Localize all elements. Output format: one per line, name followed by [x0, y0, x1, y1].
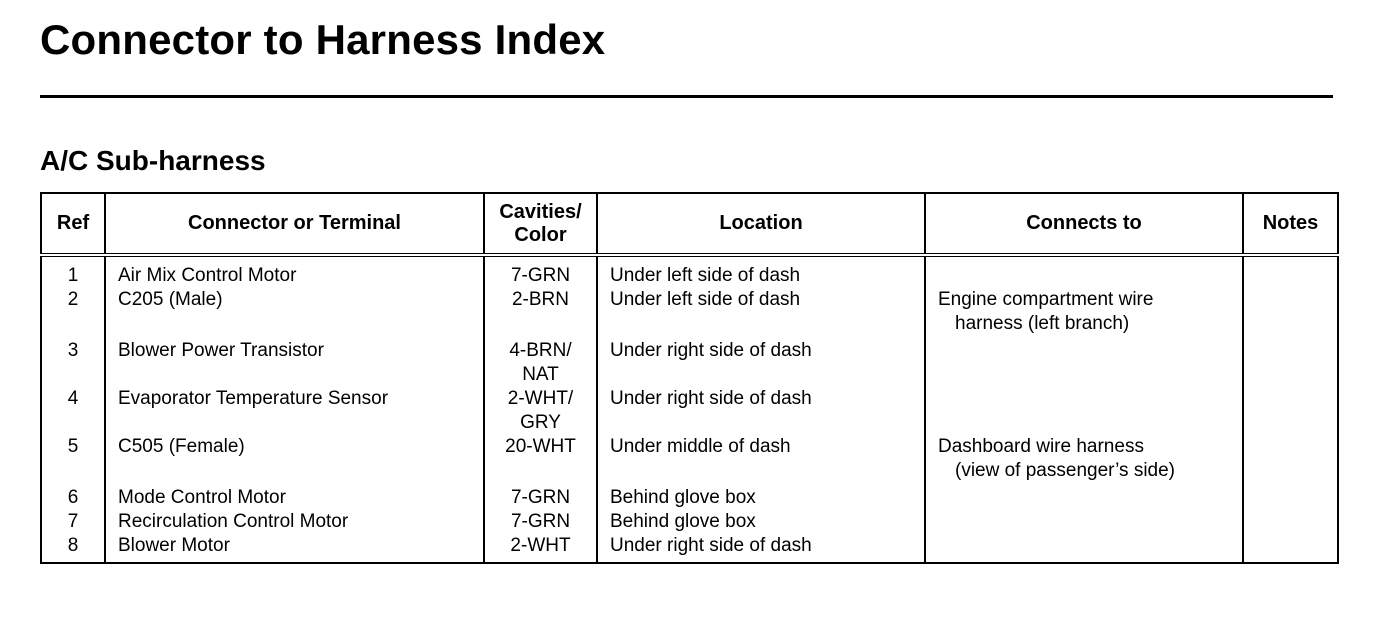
table-row: [41, 387, 1338, 435]
cell-connects-to-line1: Engine compartment wire: [938, 289, 1154, 310]
header-ref: Ref: [41, 193, 105, 255]
cell-notes: [1243, 288, 1338, 339]
header-connector: Connector or Terminal: [105, 193, 484, 255]
cell-cavities-text: 7-GRN: [510, 487, 571, 508]
header-cavities-label: Cavities/ Color: [499, 200, 582, 246]
cell-location: Under right side of dash: [597, 387, 925, 435]
cell-cavities-text: 2-WHT/ GRY: [507, 388, 574, 433]
cell-notes: [1243, 435, 1338, 486]
header-notes: Notes: [1243, 193, 1338, 255]
cell-ref: 4: [67, 388, 79, 409]
cell-connects-to: [925, 510, 1243, 534]
table-row: [41, 339, 1338, 387]
cell-connector: Blower Motor: [105, 534, 484, 563]
cell-notes: [1243, 534, 1338, 563]
cell-cavities: [484, 387, 597, 435]
cell-ref: 6: [67, 487, 79, 508]
cell-location: Under right side of dash: [597, 339, 925, 387]
cell-connector: Air Mix Control Motor: [105, 255, 484, 288]
page-title: Connector to Harness Index: [40, 16, 606, 63]
cell-cavities-text: 4-BRN/ NAT: [509, 340, 572, 385]
cell-notes: [1243, 255, 1338, 288]
table-row: [41, 486, 1338, 510]
table-row: [41, 534, 1338, 563]
cell-connects-to: [925, 435, 1243, 486]
cell-connects-to-text: [938, 288, 1230, 336]
table-row: [41, 435, 1338, 486]
cell-cavities-text: 20-WHT: [505, 436, 576, 457]
table-row: [41, 288, 1338, 339]
cell-cavities: [484, 486, 597, 510]
cell-cavities-text: 7-GRN: [510, 511, 571, 532]
cell-ref: 7: [67, 511, 79, 532]
cell-connector: Recirculation Control Motor: [105, 510, 484, 534]
cell-cavities: [484, 510, 597, 534]
cell-ref: 1: [67, 265, 79, 286]
table-row: [41, 255, 1338, 288]
cell-cavities-text: 2-WHT: [510, 535, 571, 556]
cell-cavities-text: 7-GRN: [510, 265, 571, 286]
cell-connector: Mode Control Motor: [105, 486, 484, 510]
header-location: Location: [597, 193, 925, 255]
cell-connects-to: [925, 255, 1243, 288]
connector-index-table: [40, 192, 1339, 564]
cell-location: Under right side of dash: [597, 534, 925, 563]
cell-ref: 8: [67, 535, 79, 556]
cell-notes: [1243, 339, 1338, 387]
cell-location: Behind glove box: [597, 486, 925, 510]
cell-connector: Evaporator Temperature Sensor: [105, 387, 484, 435]
cell-cavities: [484, 288, 597, 339]
table-header-row: [41, 193, 1338, 255]
cell-connects-to: [925, 339, 1243, 387]
cell-cavities: [484, 435, 597, 486]
cell-notes: [1243, 486, 1338, 510]
cell-connects-to-line1: Dashboard wire harness: [938, 436, 1144, 457]
cell-cavities: [484, 339, 597, 387]
cell-connects-to: [925, 387, 1243, 435]
cell-ref: 2: [67, 289, 79, 310]
header-connects-to: Connects to: [925, 193, 1243, 255]
header-cavities: [484, 193, 597, 255]
table-row: [41, 510, 1338, 534]
section-title: A/C Sub-harness: [40, 145, 266, 176]
cell-connector: C505 (Female): [105, 435, 484, 486]
cell-connects-to-text: [938, 435, 1230, 483]
cell-location: Under middle of dash: [597, 435, 925, 486]
cell-ref: 5: [67, 436, 79, 457]
cell-notes: [1243, 387, 1338, 435]
title-divider: [40, 95, 1333, 98]
cell-cavities-text: 2-BRN: [511, 289, 569, 310]
cell-connects-to: [925, 486, 1243, 510]
cell-connector: Blower Power Transistor: [105, 339, 484, 387]
cell-connects-to-line2: harness (left branch): [955, 313, 1130, 334]
cell-notes: [1243, 510, 1338, 534]
cell-ref: 3: [67, 340, 79, 361]
cell-location: Under left side of dash: [597, 288, 925, 339]
cell-connector: C205 (Male): [105, 288, 484, 339]
cell-connects-to-line2: (view of passenger’s side): [955, 460, 1176, 481]
table-body: [41, 255, 1338, 563]
cell-cavities: [484, 534, 597, 563]
cell-location: Under left side of dash: [597, 255, 925, 288]
cell-cavities: [484, 255, 597, 288]
cell-connects-to: [925, 288, 1243, 339]
cell-location: Behind glove box: [597, 510, 925, 534]
cell-connects-to: [925, 534, 1243, 563]
